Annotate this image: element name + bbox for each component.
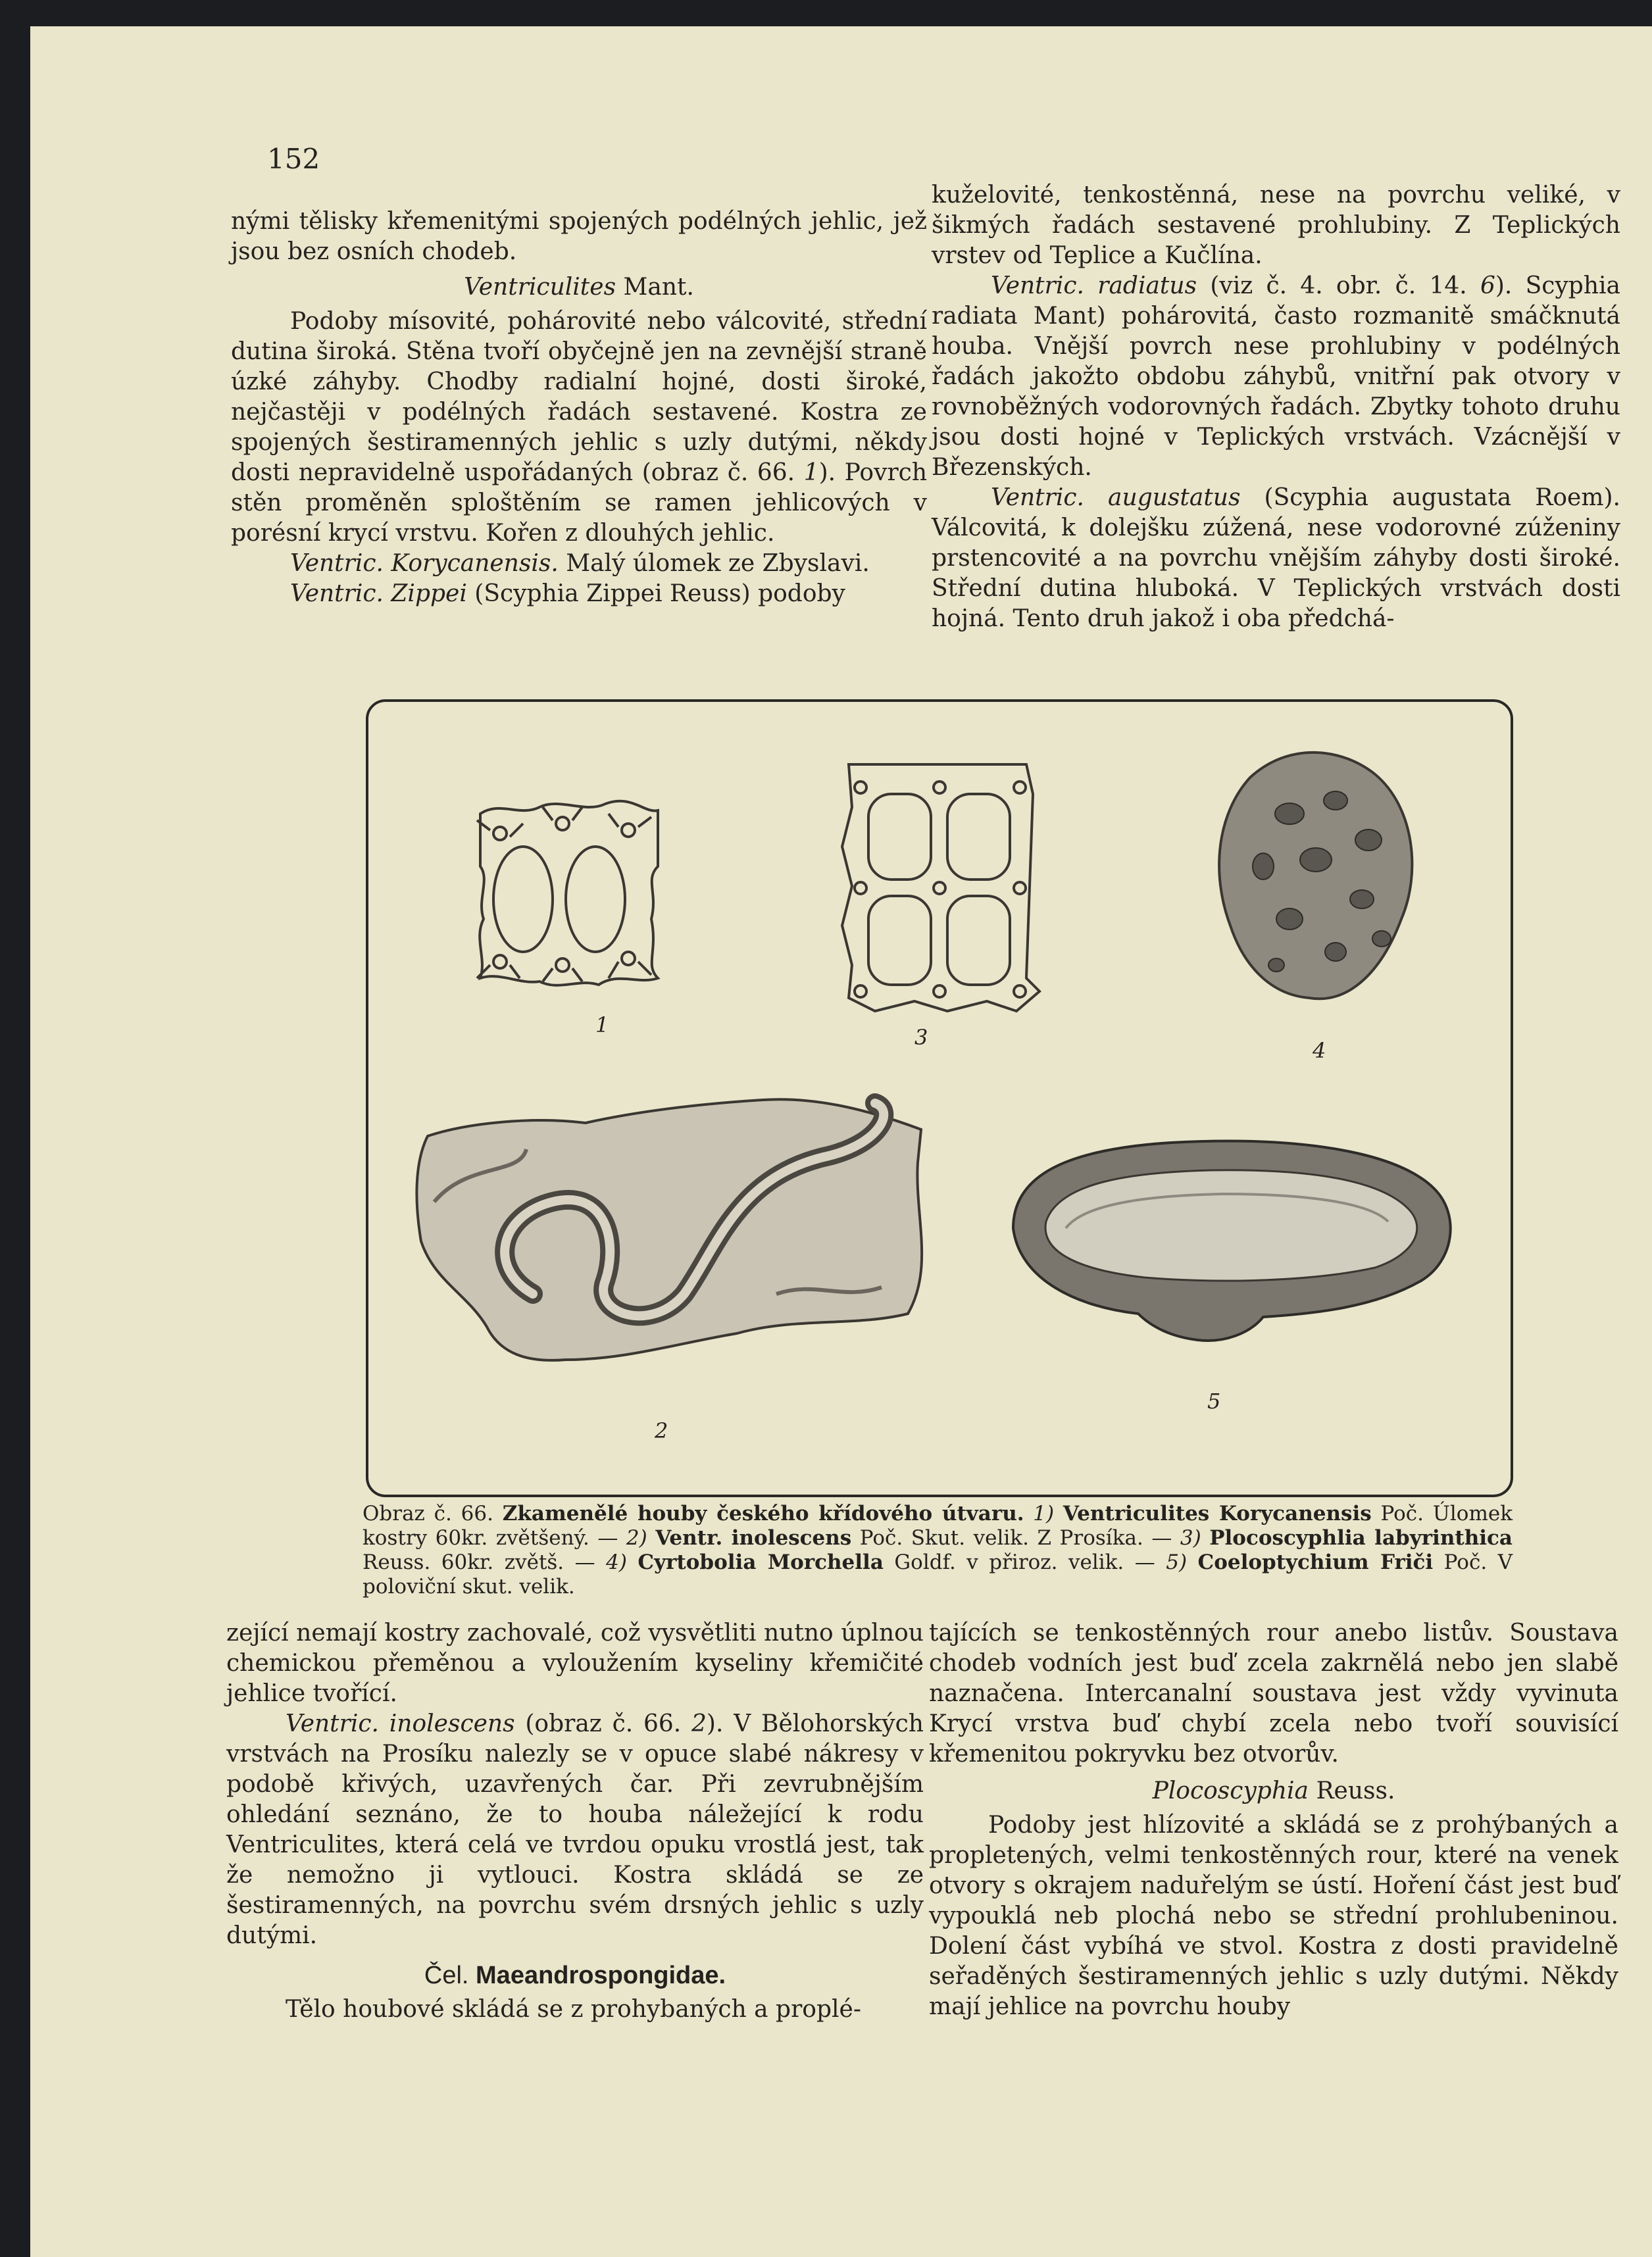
column-bottom-left bbox=[226, 1618, 924, 2025]
genus-heading: Plocoscyphia Reuss. bbox=[1152, 1777, 1395, 1804]
paragraph: Podoby mísovité, pohárovité nebo válcovité, střední dutina široká. Stěna tvoří obyčejně jen na zevnější straně úzké záhyby. Chodby radialní hojné, dosti široké, nejčastěji v podélných řadách sestavené. Kostra ze spojených šestiramenných jehlic s uzly dutými, někdy dosti nepravidelně uspořádaných (obraz č. 66. 1). Povrch stěn proměněn sploštěním se ramen jehlicových v porésní krycí vrstvu. Kořen z dlouhých jehlic. bbox=[231, 308, 928, 547]
paragraph: Tělo houbové skládá se z prohybaných a proplé- bbox=[286, 1996, 861, 2023]
figure-label-5: 5 bbox=[1207, 1389, 1221, 1414]
column-top-right bbox=[932, 180, 1620, 634]
figure-66 bbox=[366, 699, 1513, 1497]
figure-label-4: 4 bbox=[1313, 1038, 1326, 1063]
column-top-left bbox=[231, 207, 927, 609]
paragraph: nými tělisky křemenitými spojených podélných jehlic, jež jsou bez osních chodeb. bbox=[231, 208, 927, 265]
paragraph: kuželovité, tenkostěnná, nese na povrchu veliké, v šikmých řadách sestavené prohlubiny. Z Teplických vrstev od Teplice a Kučlína. bbox=[932, 182, 1620, 269]
book-page bbox=[30, 26, 1652, 2257]
paragraph: zející nemají kostry zachovalé, což vysvětliti nutno úplnou chemickou přeměnou a vyloužením kyseliny křemičité jehlice tvořící. bbox=[226, 1620, 924, 1707]
fossil-4-cyrtobolia bbox=[1219, 753, 1412, 999]
figure-label-3: 3 bbox=[914, 1025, 928, 1050]
column-bottom-right bbox=[929, 1618, 1618, 2022]
fossil-1-skeleton-fragment bbox=[477, 801, 658, 985]
figure-illustrations bbox=[368, 702, 1511, 1495]
paragraph: Podoby jest hlízovité a skládá se z prohýbaných a propletených, velmi tenkostěnných rour, které na venek otvory s okrajem naduřelým se ústí. Hoření část jest buď vypouklá neb plochá nebo se střední prohlubeninou. Dolení část vybíhá ve stvol. Kostra z dosti pravidelně seřaděných šestiramenných jehlic s uzly dutými. Někdy mají jehlice na povrchu houby bbox=[929, 1812, 1618, 2020]
paragraph: Ventric. Zippei (Scyphia Zippei Reuss) podoby bbox=[290, 580, 845, 607]
figure-caption: Obraz č. 66. Zkamenělé houby českého křídového útvaru. 1) Ventriculites Korycanensis Poč. Úlomek kostry 60kr. zvětšený. — 2) Ventr. inolescens Poč. Skut. velik. Z Prosíka. — 3) Plocoscyphlia labyrinthica Reuss. 60kr. zvětš. — 4) Cyrtobolia Morchella Goldf. v přiroz. velik. — 5) Coeloptychium Friči Poč. V poloviční skut. velik. bbox=[363, 1502, 1513, 1599]
figure-label-2: 2 bbox=[655, 1418, 668, 1443]
paragraph: Ventric. augustatus (Scyphia augustata Roem). Válcovitá, k dolejšku zúžená, nese vodorovné zúženiny prstencovité a na povrchu vnějším záhyby dosti široké. Střední dutina hluboká. V Teplických vrstvách dosti hojná. Tento druh jakož i oba předchá- bbox=[932, 484, 1620, 632]
paragraph: Ventric. radiatus (viz č. 4. obr. č. 14. 6). Scyphia radiata Mant) pohárovitá, často rozmanitě smáčknutá houba. Vnější povrch nese prohlubiny v podélných řadách jakožto obdobu záhybů, vnitřní pak otvory v rovnoběžných vodorovných řadách. Zbytky tohoto druhu jsou dosti hojné v Teplických vrstvách. Vzácnější v Březenských. bbox=[932, 272, 1620, 481]
fossil-2-rock-slab bbox=[416, 1099, 922, 1360]
paragraph: Ventric. inolescens (obraz č. 66. 2). V Bělohorských vrstvách na Prosíku nalezly se v opuce slabé nákresy v podobě křivých, uzavřených čar. Při zevrubnějším ohledání seznáno, že to houba náležející k rodu Ventriculites, která celá ve tvrdou opuku vrostlá jest, tak že nemožno ji vytlouci. Kostra skládá se ze šestiramenných, na povrchu svém drsných jehlic s uzly dutými. bbox=[226, 1710, 924, 1949]
page-number: 152 bbox=[267, 143, 320, 175]
fossil-3-lattice bbox=[842, 764, 1039, 1011]
fossil-5-bowl bbox=[1013, 1141, 1451, 1341]
figure-label-1: 1 bbox=[595, 1012, 609, 1037]
paragraph: tajících se tenkostěnných rour anebo listův. Soustava chodeb vodních jest buď zcela zakrnělá nebo jen slabě naznačena. Intercanalní soustava jest vždy vyvinuta Krycí vrstva buď chybí zcela nebo tvoří souvisící křemenitou pokryvku bez otvorův. bbox=[929, 1620, 1618, 1768]
family-heading: Čel. Maeandrospongidae. bbox=[424, 1962, 726, 1989]
paragraph: Ventric. Korycanensis. Malý úlomek ze Zbyslavi. bbox=[290, 550, 870, 577]
genus-heading: Ventriculites Mant. bbox=[464, 274, 694, 301]
